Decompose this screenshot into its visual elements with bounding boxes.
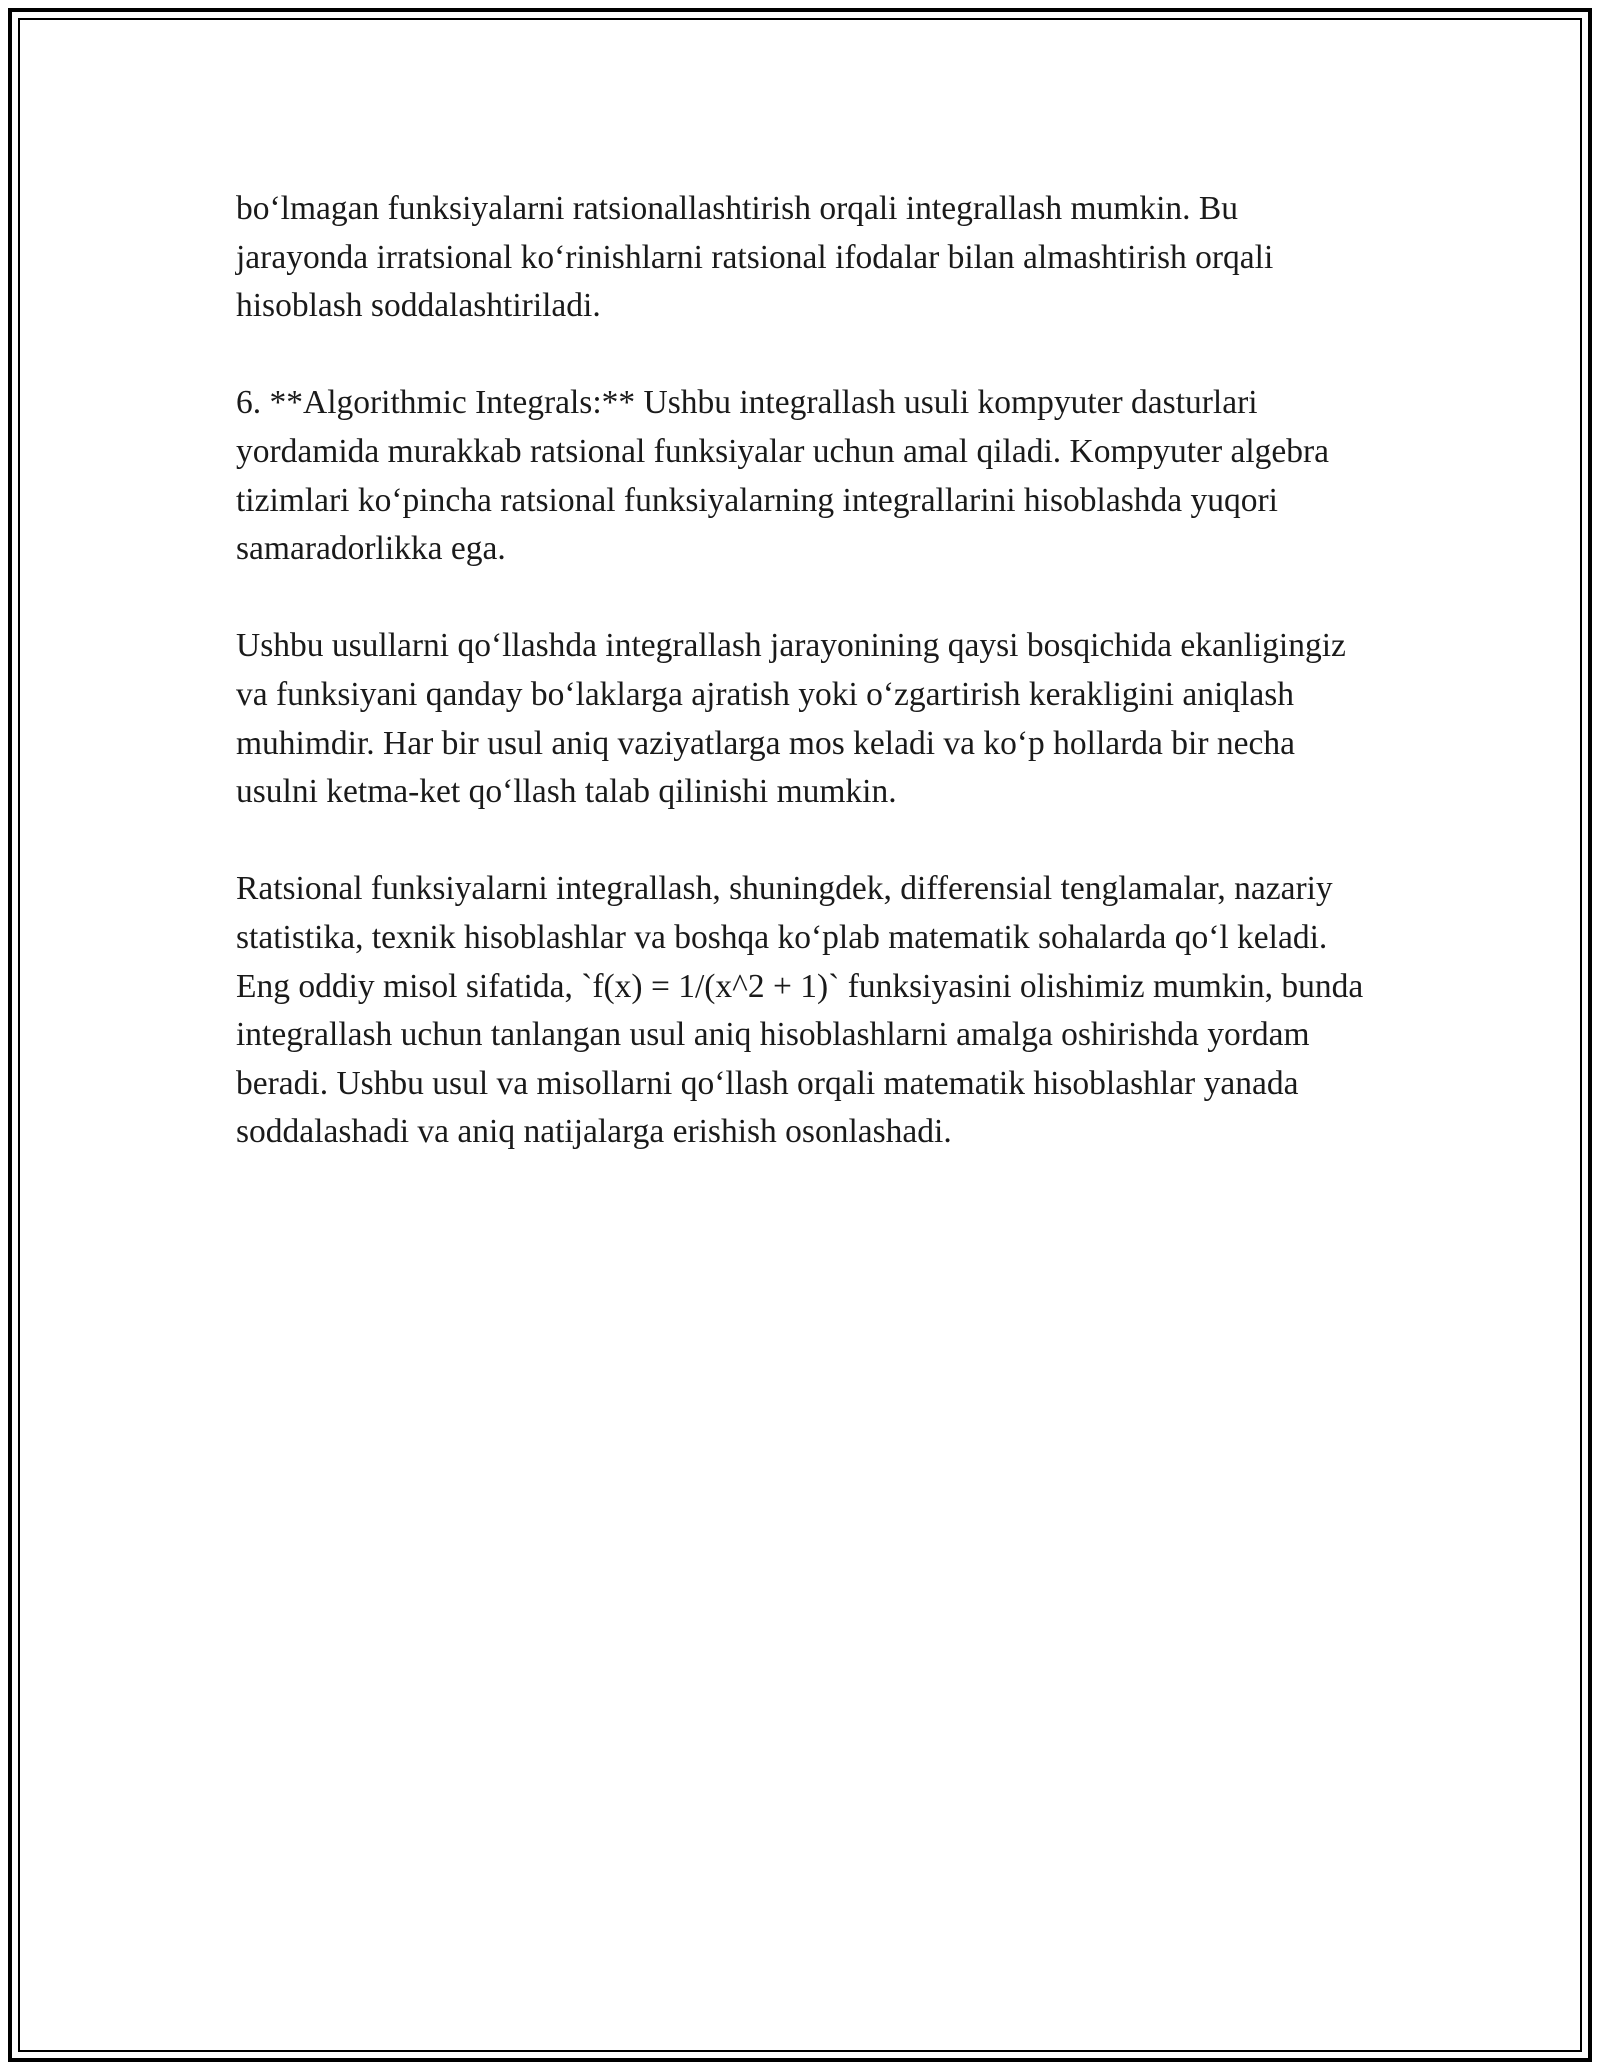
paragraph-methods-application: Ushbu usullarni qo‘llashda integrallash jarayonining qaysi bosqichida ekanligingiz va funksiyani qanday bo‘laklarga ajratish yoki o‘zgartirish kerakligini aniqlash muhimdir. Har bir usul aniq vaziyatlarga mos keladi va ko‘p hollarda bir necha usulni ketma-ket qo‘llash talab qilinishi mumkin. — [236, 627, 1346, 811]
paragraph-rationalization-continuation: bo‘lmagan funksiyalarni ratsionallashtirish orqali integrallash mumkin. Bu jarayonda irratsional ko‘rinishlarni ratsional ifodalar bilan almashtirish orqali hisoblash soddalashtiriladi. — [236, 190, 1274, 325]
paragraph-algorithmic-integrals: 6. **Algorithmic Integrals:** Ushbu integrallash usuli kompyuter dasturlari yordamida murakkab ratsional funksiyalar uchun amal qiladi. Kompyuter algebra tizimlari ko‘pincha ratsional funksiyalarning integrallarini hisoblashda yuqori samaradorlikka ega. — [236, 384, 1330, 568]
paragraph-applications-example: Ratsional funksiyalarni integrallash, shuningdek, differensial tenglamalar, nazariy statistika, texnik hisoblashlar va boshqa ko‘plab matematik sohalarda qo‘l keladi. Eng oddiy misol sifatida, `f(x) = 1/(x^2 + 1)` funksiyasini olishimiz mumkin, bunda integrallash uchun tanlangan usul aniq hisoblashlarni amalga oshirishda yordam beradi. Ushbu usul va misollarni qo‘llash orqali matematik hisoblashlar yanada soddalashadi va aniq natijalarga erishish osonlashadi. — [236, 870, 1364, 1151]
document-body — [236, 185, 1366, 1205]
